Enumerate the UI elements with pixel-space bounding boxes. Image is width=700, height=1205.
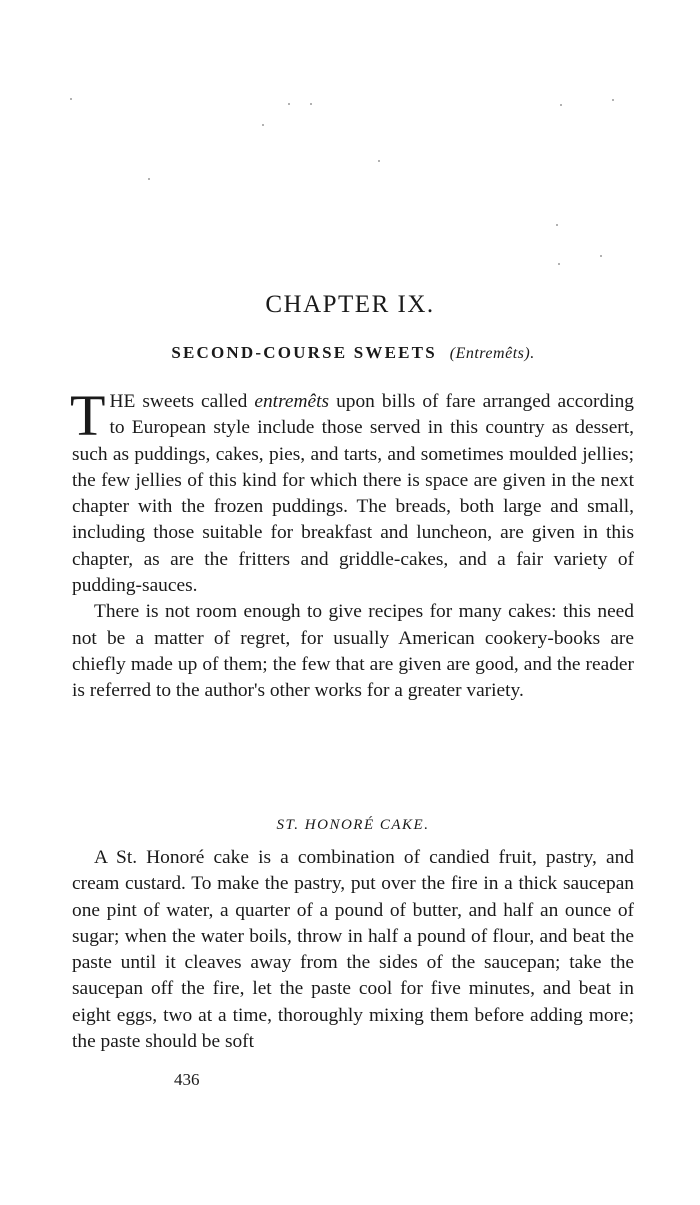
intro-paragraph-1 xyxy=(70,383,634,599)
scan-speck xyxy=(612,99,614,101)
chapter-subtitle xyxy=(72,343,634,363)
scan-speck xyxy=(600,255,602,257)
subtitle-main: SECOND-COURSE SWEETS xyxy=(171,343,437,362)
drop-cap: T xyxy=(70,383,106,448)
scan-speck xyxy=(288,103,290,105)
scan-speck xyxy=(148,178,150,180)
section-title: ST. HONORÉ CAKE. xyxy=(276,817,430,833)
scan-speck xyxy=(558,263,560,265)
scan-speck xyxy=(262,124,264,126)
chapter-intro xyxy=(70,383,634,705)
recipe-body xyxy=(72,845,634,1055)
intro-text-end: upon bills of fare arranged according to European style include those served in this country as dessert, such as puddings, cakes, pies, and tarts, and sometimes moulded jellies; the few jellies of this kind for which there is space are given in the next chapter with the frozen puddings. The breads, both large and small, including those suitable for breakfast and luncheon, are given in this chapter, as are the fritters and griddle-cakes, and a fair variety of pudding-sauces. xyxy=(72,391,634,597)
page-number: 436 xyxy=(174,1070,200,1089)
scan-speck xyxy=(560,104,562,106)
subtitle-parenthetical: (Entremêts). xyxy=(449,345,535,362)
scan-speck xyxy=(556,224,558,226)
intro-italic-term: entremêts xyxy=(254,391,330,412)
scan-speck xyxy=(70,98,72,100)
scan-speck xyxy=(378,160,380,162)
intro-paragraph-2: There is not room enough to give recipes for many cakes: this need not be a matter of regret, for usually American cookery-books are chiefly made up of them; the few that are given are good, and the reader is referred to the author's other works for a greater variety. xyxy=(72,601,634,702)
chapter-title: CHAPTER IX. xyxy=(265,291,435,318)
scan-speck xyxy=(310,103,312,105)
recipe-paragraph: A St. Honoré cake is a combination of candied fruit, pastry, and cream custard. To make the pastry, put over the fire in a thick saucepan one pint of water, a quarter of a pound of butter, and half an ounce of sugar; when the water boils, throw in half a pound of flour, and beat the paste until it cleaves away from the sides of the saucepan; take the saucepan off the fire, let the paste cool for five minutes, and beat in eight eggs, two at a time, thoroughly mixing them before adding more; the paste should be soft xyxy=(72,847,634,1053)
intro-text-start: HE sweets called xyxy=(109,391,255,412)
